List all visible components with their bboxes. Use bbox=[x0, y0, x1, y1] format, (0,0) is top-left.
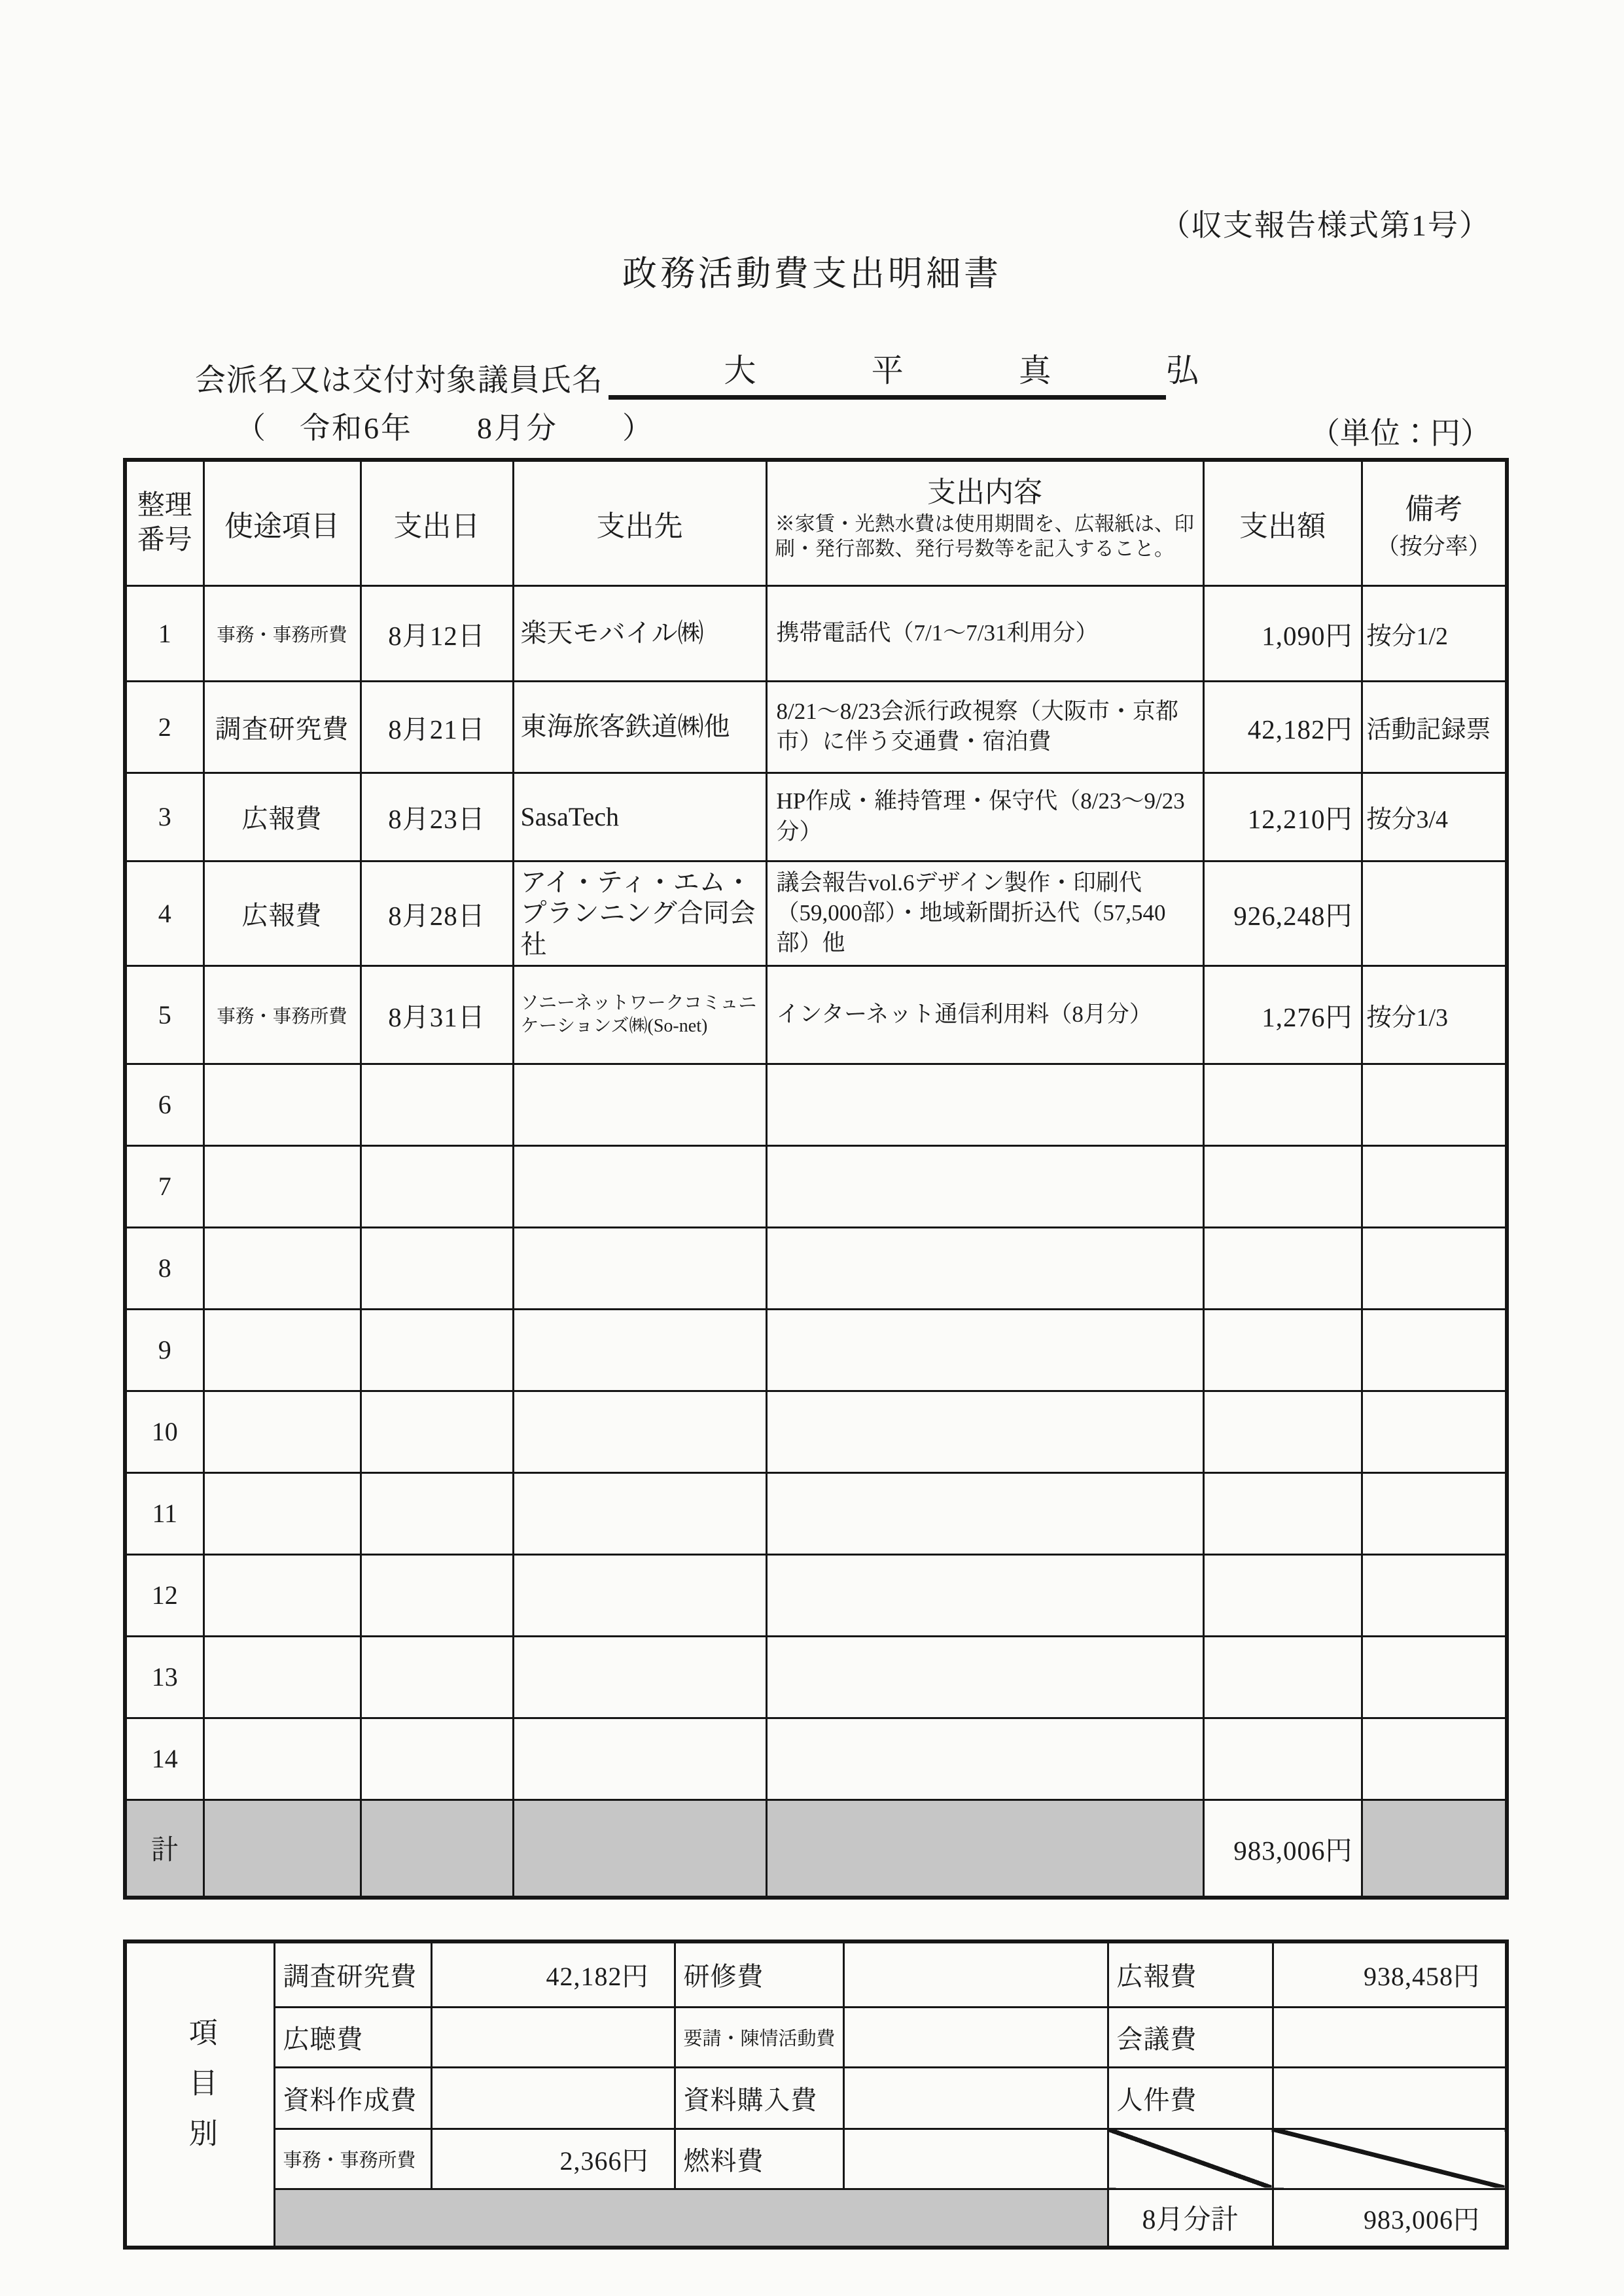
cell-note bbox=[1362, 861, 1507, 965]
cell-item bbox=[203, 1309, 361, 1391]
cell-no: 7 bbox=[125, 1145, 203, 1227]
cell-content: 8/21～8/23会派行政視察（大阪市・京都市）に伴う交通費・宿泊費 bbox=[766, 681, 1203, 773]
cell-payee bbox=[513, 1391, 766, 1472]
total-row bbox=[125, 1800, 1507, 1898]
member-name-value: 大平真弘 bbox=[609, 345, 1166, 400]
cell-content bbox=[766, 1227, 1203, 1309]
cell-no: 8 bbox=[125, 1227, 203, 1309]
summary-amount-cell bbox=[1273, 2007, 1507, 2067]
summary-row bbox=[125, 1941, 1507, 2007]
cell-item: 事務・事務所費 bbox=[203, 585, 361, 681]
table-row-empty bbox=[125, 1391, 1507, 1472]
table-row-empty bbox=[125, 1718, 1507, 1800]
cell-payee bbox=[513, 1064, 766, 1145]
header-note-sub: （按分率） bbox=[1376, 533, 1491, 559]
cell-payee: 東海旅客鉄道㈱他 bbox=[513, 681, 766, 773]
summary-table-body bbox=[125, 1941, 1507, 2248]
page-title: 政務活動費支出明細書 bbox=[622, 255, 1002, 293]
cell-no: 14 bbox=[125, 1718, 203, 1800]
cell-amount: 12,210円 bbox=[1203, 773, 1362, 861]
cell-amount bbox=[1203, 1227, 1362, 1309]
cell-amount bbox=[1203, 1472, 1362, 1554]
cell-note: 按分1/3 bbox=[1362, 965, 1507, 1064]
cell-payee: ソニーネットワークコミュニケーションズ㈱(So-net) bbox=[513, 965, 766, 1064]
cell-item bbox=[203, 1800, 361, 1898]
cell-note bbox=[1362, 1636, 1507, 1718]
cell-no: 1 bbox=[125, 585, 203, 681]
cell-note bbox=[1362, 1718, 1507, 1800]
cell-note bbox=[1362, 1309, 1507, 1391]
category-summary-table bbox=[123, 1939, 1509, 2250]
summary-row bbox=[125, 2067, 1507, 2129]
cell-amount bbox=[1203, 1391, 1362, 1472]
cell-amount bbox=[1203, 1309, 1362, 1391]
header-row bbox=[125, 460, 1507, 585]
cell-date bbox=[361, 1227, 513, 1309]
summary-row bbox=[125, 2129, 1507, 2189]
cell-payee: 楽天モバイル㈱ bbox=[513, 585, 766, 681]
cell-no: 5 bbox=[125, 965, 203, 1064]
summary-total-label-cell: 8月分計 bbox=[1108, 2189, 1273, 2248]
cell-no: 6 bbox=[125, 1064, 203, 1145]
cell-item: 調査研究費 bbox=[203, 681, 361, 773]
cell-payee bbox=[513, 1554, 766, 1636]
cell-item: 広報費 bbox=[203, 861, 361, 965]
cell-content bbox=[766, 1309, 1203, 1391]
cell-date bbox=[361, 1145, 513, 1227]
header-content bbox=[766, 460, 1203, 585]
cell-payee: SasaTech bbox=[513, 773, 766, 861]
summary-category-cell: 広報費 bbox=[1108, 1941, 1273, 2007]
summary-category-cell: 調査研究費 bbox=[274, 1941, 431, 2007]
cell-date bbox=[361, 1391, 513, 1472]
header-content-note: ※家賃・光熱水費は使用期間を、広報紙は、印刷・発行部数、発行号数等を記入すること。 bbox=[775, 513, 1194, 561]
header-payee: 支出先 bbox=[513, 460, 766, 585]
table-row bbox=[125, 861, 1507, 965]
summary-category-cell: 資料購入費 bbox=[675, 2067, 843, 2129]
cell-note bbox=[1362, 1800, 1507, 1898]
cell-note bbox=[1362, 1391, 1507, 1472]
cell-content: インターネット通信利用料（8月分） bbox=[766, 965, 1203, 1064]
summary-amount-cell bbox=[843, 1941, 1108, 2007]
table-row-empty bbox=[125, 1145, 1507, 1227]
cell-date: 8月31日 bbox=[361, 965, 513, 1064]
table-row-empty bbox=[125, 1309, 1507, 1391]
cell-item bbox=[203, 1636, 361, 1718]
cell-date bbox=[361, 1472, 513, 1554]
cell-content: 携帯電話代（7/1～7/31利用分） bbox=[766, 585, 1203, 681]
cell-date bbox=[361, 1718, 513, 1800]
total-label-cell: 計 bbox=[125, 1800, 203, 1898]
member-name-label: 会派名又は交付対象議員氏名 bbox=[195, 364, 603, 398]
cell-payee bbox=[513, 1800, 766, 1898]
cell-amount bbox=[1203, 1064, 1362, 1145]
cell-content: 議会報告vol.6デザイン製作・印刷代（59,000部）・地域新聞折込代（57,540部）他 bbox=[766, 861, 1203, 965]
cell-date bbox=[361, 1309, 513, 1391]
header-no: 整理番号 bbox=[125, 460, 203, 585]
cell-item: 広報費 bbox=[203, 773, 361, 861]
summary-side-label: 項目別 bbox=[184, 2017, 217, 2168]
period-label: （ 令和6年 8月分 ） bbox=[236, 411, 654, 445]
table-row-empty bbox=[125, 1554, 1507, 1636]
summary-category-cell: 資料作成費 bbox=[274, 2067, 431, 2129]
form-number-note: （収支報告様式第1号） bbox=[1160, 209, 1491, 242]
summary-category-cell: 要請・陳情活動費 bbox=[675, 2007, 843, 2067]
cell-payee bbox=[513, 1472, 766, 1554]
cell-content bbox=[766, 1391, 1203, 1472]
cell-content bbox=[766, 1800, 1203, 1898]
cell-no: 11 bbox=[125, 1472, 203, 1554]
cell-no: 3 bbox=[125, 773, 203, 861]
cell-amount bbox=[1203, 1554, 1362, 1636]
cell-no: 2 bbox=[125, 681, 203, 773]
cell-content bbox=[766, 1472, 1203, 1554]
cell-note bbox=[1362, 1145, 1507, 1227]
cell-item bbox=[203, 1227, 361, 1309]
table-row-empty bbox=[125, 1472, 1507, 1554]
summary-amount-cell bbox=[843, 2007, 1108, 2067]
cell-payee: アイ・ティ・エム・プランニング合同会社 bbox=[513, 861, 766, 965]
summary-side-label-cell bbox=[125, 1941, 274, 2248]
table-row-empty bbox=[125, 1064, 1507, 1145]
table-row bbox=[125, 965, 1507, 1064]
summary-amount-cell: 938,458円 bbox=[1273, 1941, 1507, 2007]
table-row-empty bbox=[125, 1636, 1507, 1718]
cell-no: 13 bbox=[125, 1636, 203, 1718]
cell-note bbox=[1362, 1472, 1507, 1554]
cell-note: 按分3/4 bbox=[1362, 773, 1507, 861]
cell-note: 按分1/2 bbox=[1362, 585, 1507, 681]
cell-payee bbox=[513, 1718, 766, 1800]
cell-no: 10 bbox=[125, 1391, 203, 1472]
cell-amount: 42,182円 bbox=[1203, 681, 1362, 773]
cell-amount: 1,276円 bbox=[1203, 965, 1362, 1064]
cell-note bbox=[1362, 1554, 1507, 1636]
cell-date: 8月23日 bbox=[361, 773, 513, 861]
summary-amount-cell bbox=[431, 2067, 675, 2129]
cell-payee bbox=[513, 1309, 766, 1391]
summary-category-cell: 人件費 bbox=[1108, 2067, 1273, 2129]
cell-amount bbox=[1203, 1636, 1362, 1718]
summary-total-amount-cell: 983,006円 bbox=[1273, 2189, 1507, 2248]
cell-date bbox=[361, 1800, 513, 1898]
header-note bbox=[1362, 460, 1507, 585]
cell-item bbox=[203, 1472, 361, 1554]
expense-detail-table bbox=[123, 458, 1509, 1900]
cell-note bbox=[1362, 1227, 1507, 1309]
summary-total-row bbox=[125, 2189, 1507, 2248]
cell-amount: 1,090円 bbox=[1203, 585, 1362, 681]
table-row bbox=[125, 773, 1507, 861]
summary-category-cell: 広聴費 bbox=[274, 2007, 431, 2067]
cell-date bbox=[361, 1636, 513, 1718]
member-name-line bbox=[195, 345, 1314, 400]
summary-amount-cell bbox=[843, 2067, 1108, 2129]
cell-content bbox=[766, 1064, 1203, 1145]
summary-category-cell: 研修費 bbox=[675, 1941, 843, 2007]
cell-content: HP作成・維持管理・保守代（8/23～9/23分） bbox=[766, 773, 1203, 861]
cell-no: 12 bbox=[125, 1554, 203, 1636]
cell-date bbox=[361, 1064, 513, 1145]
summary-category-cell: 燃料費 bbox=[675, 2129, 843, 2189]
cell-payee bbox=[513, 1145, 766, 1227]
cell-amount bbox=[1203, 1145, 1362, 1227]
cell-content bbox=[766, 1554, 1203, 1636]
cell-content bbox=[766, 1718, 1203, 1800]
na-diagonal-cell bbox=[1108, 2129, 1273, 2189]
header-note-title: 備考 bbox=[1405, 493, 1463, 525]
summary-row bbox=[125, 2007, 1507, 2067]
header-amount: 支出額 bbox=[1203, 460, 1362, 585]
cell-date: 8月12日 bbox=[361, 585, 513, 681]
header-date: 支出日 bbox=[361, 460, 513, 585]
summary-amount-cell: 2,366円 bbox=[431, 2129, 675, 2189]
cell-content bbox=[766, 1145, 1203, 1227]
cell-item bbox=[203, 1718, 361, 1800]
main-table-body bbox=[125, 585, 1507, 1898]
cell-date bbox=[361, 1554, 513, 1636]
summary-amount-cell bbox=[1273, 2067, 1507, 2129]
cell-item bbox=[203, 1554, 361, 1636]
cell-note: 活動記録票 bbox=[1362, 681, 1507, 773]
cell-note bbox=[1362, 1064, 1507, 1145]
table-row bbox=[125, 585, 1507, 681]
summary-amount-cell bbox=[431, 2007, 675, 2067]
cell-item: 事務・事務所費 bbox=[203, 965, 361, 1064]
table-row-empty bbox=[125, 1227, 1507, 1309]
cell-item bbox=[203, 1391, 361, 1472]
cell-no: 4 bbox=[125, 861, 203, 965]
cell-date: 8月28日 bbox=[361, 861, 513, 965]
cell-payee bbox=[513, 1227, 766, 1309]
cell-date: 8月21日 bbox=[361, 681, 513, 773]
cell-content bbox=[766, 1636, 1203, 1718]
summary-category-cell: 事務・事務所費 bbox=[274, 2129, 431, 2189]
unit-note: （単位：円） bbox=[1310, 417, 1491, 450]
cell-item bbox=[203, 1145, 361, 1227]
cell-item bbox=[203, 1064, 361, 1145]
header-item: 使途項目 bbox=[203, 460, 361, 585]
cell-no: 9 bbox=[125, 1309, 203, 1391]
na-diagonal-cell bbox=[1273, 2129, 1507, 2189]
header-content-title: 支出内容 bbox=[927, 476, 1042, 508]
summary-shaded-span bbox=[274, 2189, 1108, 2248]
cell-amount bbox=[1203, 1718, 1362, 1800]
summary-amount-cell bbox=[843, 2129, 1108, 2189]
summary-category-cell: 会議費 bbox=[1108, 2007, 1273, 2067]
cell-amount: 926,248円 bbox=[1203, 861, 1362, 965]
table-row bbox=[125, 681, 1507, 773]
cell-payee bbox=[513, 1636, 766, 1718]
total-amount-cell: 983,006円 bbox=[1203, 1800, 1362, 1898]
summary-amount-cell: 42,182円 bbox=[431, 1941, 675, 2007]
